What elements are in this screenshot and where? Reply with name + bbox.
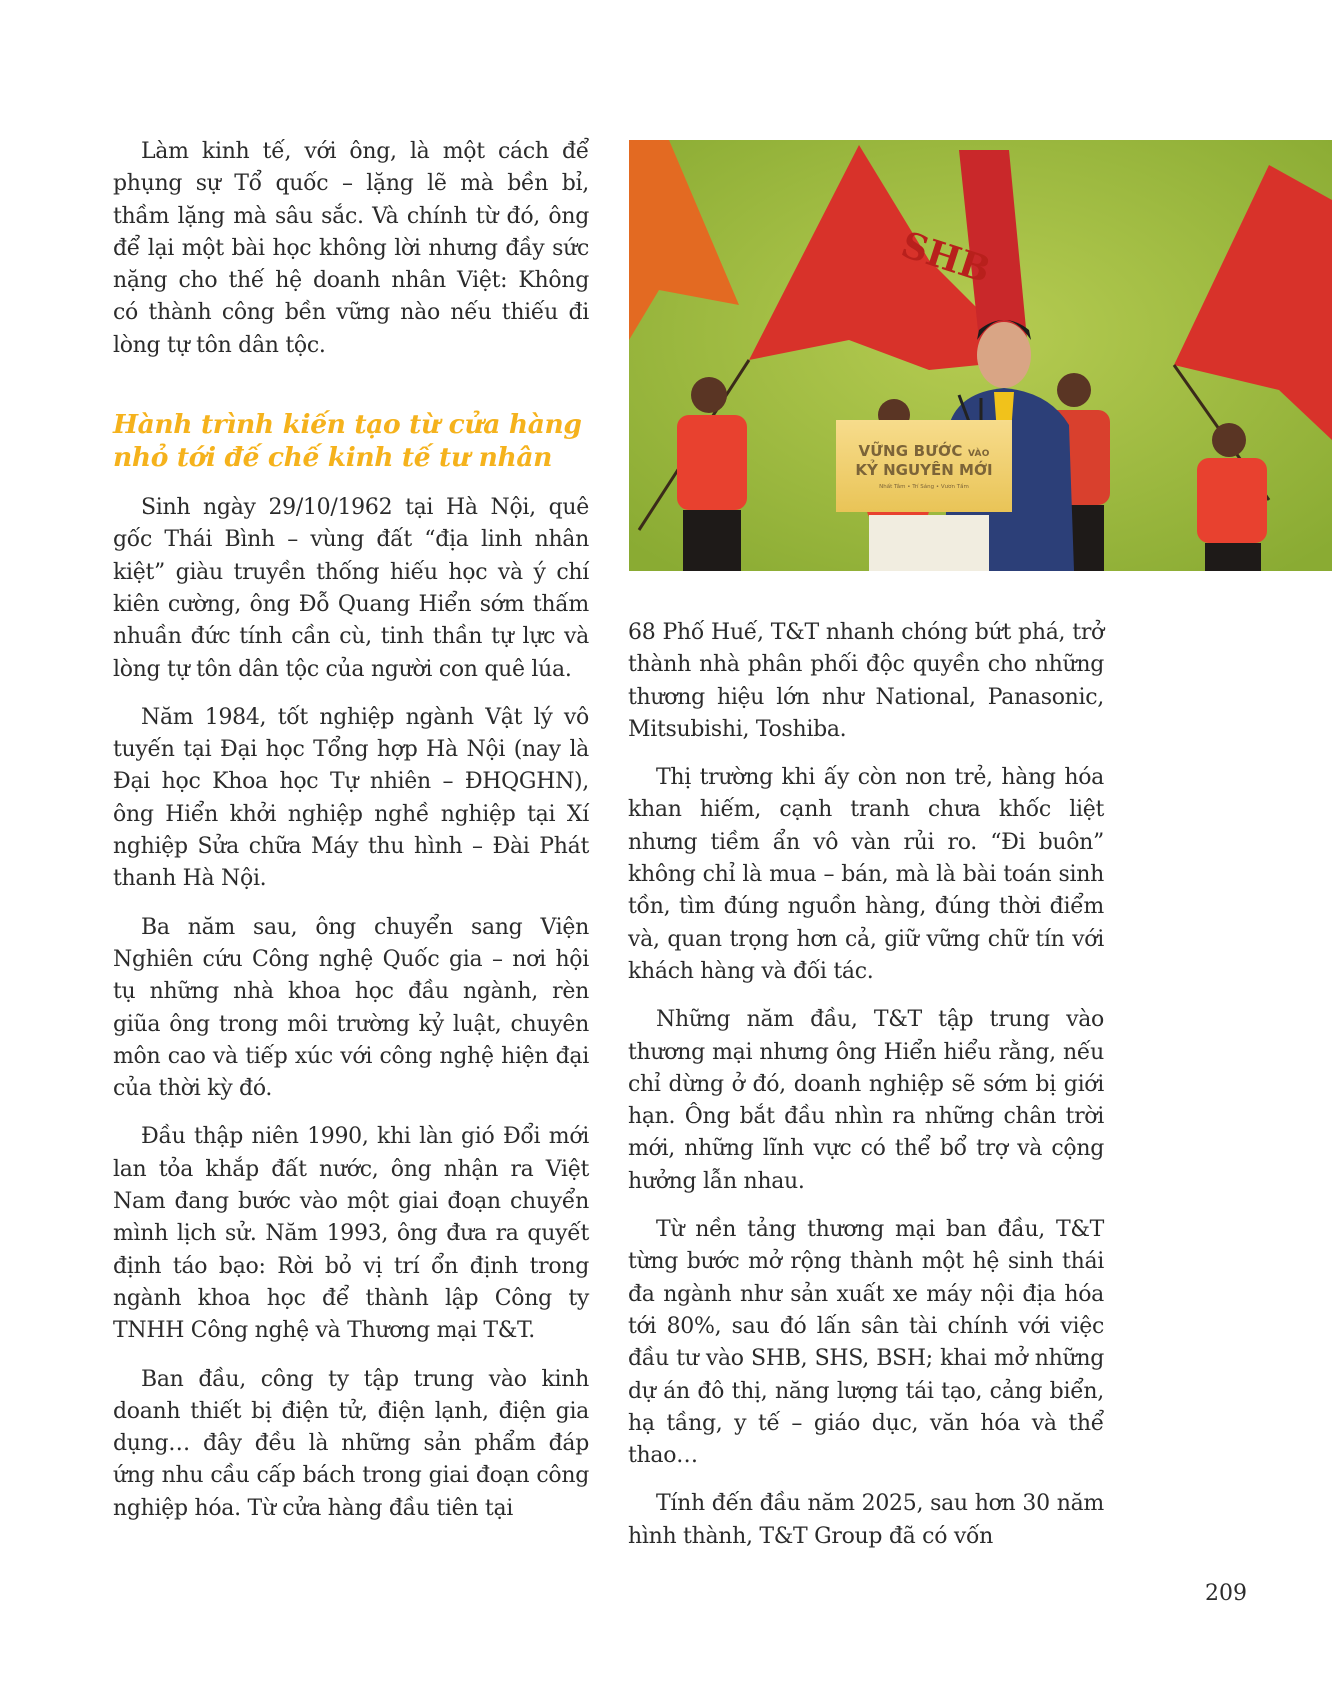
podium-sign-line1 [836,442,1012,460]
body-paragraph: Ban đầu, công ty tập trung vào kinh doanh thiết bị điện tử, điện lạnh, điện gia dụng… đây đều là những sản phẩm đáp ứng nhu cầu cấp bách trong giai đoạn công nghiệp hóa. Từ cửa hàng đầu tiên tại [113,1366,589,1521]
podium-sign-tagline: Nhất Tâm • Trí Sáng • Vươn Tầm [879,484,969,490]
body-paragraph: Sinh ngày 29/10/1962 tại Hà Nội, quê gốc Thái Bình – vùng đất “địa linh nhân kiệt” giàu truyền thống hiếu học và ý chí kiên cường, ông Đỗ Quang Hiển sớm thấm nhuần đức tính cần cù, tinh thần tự lực và lòng tự tôn dân tộc của người con quê lúa. [113,495,589,682]
flag-logo-text: SHB [896,223,996,292]
body-paragraph: Những năm đầu, T&T tập trung vào thương mại nhưng ông Hiển hiểu rằng, nếu chỉ dừng ở đó, doanh nghiệp sẽ sớm bị giới hạn. Ông bắt đầu nhìn ra những chân trời mới, những lĩnh vực có thể bổ trợ và cộng hưởng lẫn nhau. [628,1007,1104,1194]
podium-sign-small: VÀO [967,449,990,459]
body-paragraph: Từ nền tảng thương mại ban đầu, T&T từng bước mở rộng thành một hệ sinh thái đa ngành như sản xuất xe máy nội địa hóa tới 80%, sau đó lấn sân tài chính với việc đầu tư vào SHB, SHS, BSH; khai mở những dự án đô thị, năng lượng tái tạo, cảng biển, hạ tầng, y tế – giáo dục, văn hóa và thể thao… [628,1217,1104,1469]
section-heading: Hành trình kiến tạo từ cửa hàng nhỏ tới đế chế kinh tế tư nhân [113,409,582,474]
body-paragraph: Đầu thập niên 1990, khi làn gió Đổi mới lan tỏa khắp đất nước, ông nhận ra Việt Nam đang bước vào một giai đoạn chuyển mình lịch sử. Năm 1993, ông đưa ra quyết định táo bạo: Rời bỏ vị trí ổn định trong ngành khoa học để thành lập Công ty TNHH Công nghệ và Thương mại T&T. [113,1124,589,1344]
body-paragraph: Ba năm sau, ông chuyển sang Viện Nghiên cứu Công nghệ Quốc gia – nơi hội tụ những nhà khoa học đầu ngành, rèn giũa ông trong môi trường kỷ luật, chuyên môn cao và tiếp xúc với công nghệ hiện đại của thời kỳ đó. [113,914,589,1102]
podium-sign-title: VỮNG BƯỚC [858,442,963,460]
left-column [113,136,589,1541]
intro-paragraph: Làm kinh tế, với ông, là một cách để phụng sự Tổ quốc – lặng lẽ mà bền bỉ, thầm lặng mà sâu sắc. Và chính từ đó, ông để lại một bài học không lời nhưng đầy sức nặng cho thế hệ doanh nhân Việt: Không có thành công bền vững nào nếu thiếu đi lòng tự tôn dân tộc. [113,139,589,358]
podium-sign [836,420,1012,512]
body-paragraph: Tính đến đầu năm 2025, sau hơn 30 năm hình thành, T&T Group đã có vốn [628,1491,1104,1549]
right-column [628,617,1104,1569]
continuation-paragraph: 68 Phố Huế, T&T nhanh chóng bứt phá, trở thành nhà phân phối độc quyền cho những thương hiệu lớn như National, Panasonic, Mitsubishi, Toshiba. [628,620,1104,742]
page-number: 209 [1205,1581,1247,1606]
podium-sign-line2: KỶ NGUYÊN MỚI [855,461,993,479]
podium-base [869,515,989,571]
body-paragraph: Thị trường khi ấy còn non trẻ, hàng hóa khan hiếm, cạnh tranh chưa khốc liệt nhưng tiềm ẩn vô vàn rủi ro. “Đi buôn” không chỉ là mua – bán, mà là bài toán sinh tồn, tìm đúng nguồn hàng, đúng thời điểm và, quan trọng hơn cả, giữ vững chữ tín với khách hàng và đối tác. [628,765,1104,984]
body-paragraph: Năm 1984, tốt nghiệp ngành Vật lý vô tuyến tại Đại học Tổng hợp Hà Nội (nay là Đại học Khoa học Tự nhiên – ĐHQGHN), ông Hiển khởi nghiệp nghề nghiệp tại Xí nghiệp Sửa chữa Máy thu hình – Đài Phát thanh Hà Nội. [113,704,589,892]
